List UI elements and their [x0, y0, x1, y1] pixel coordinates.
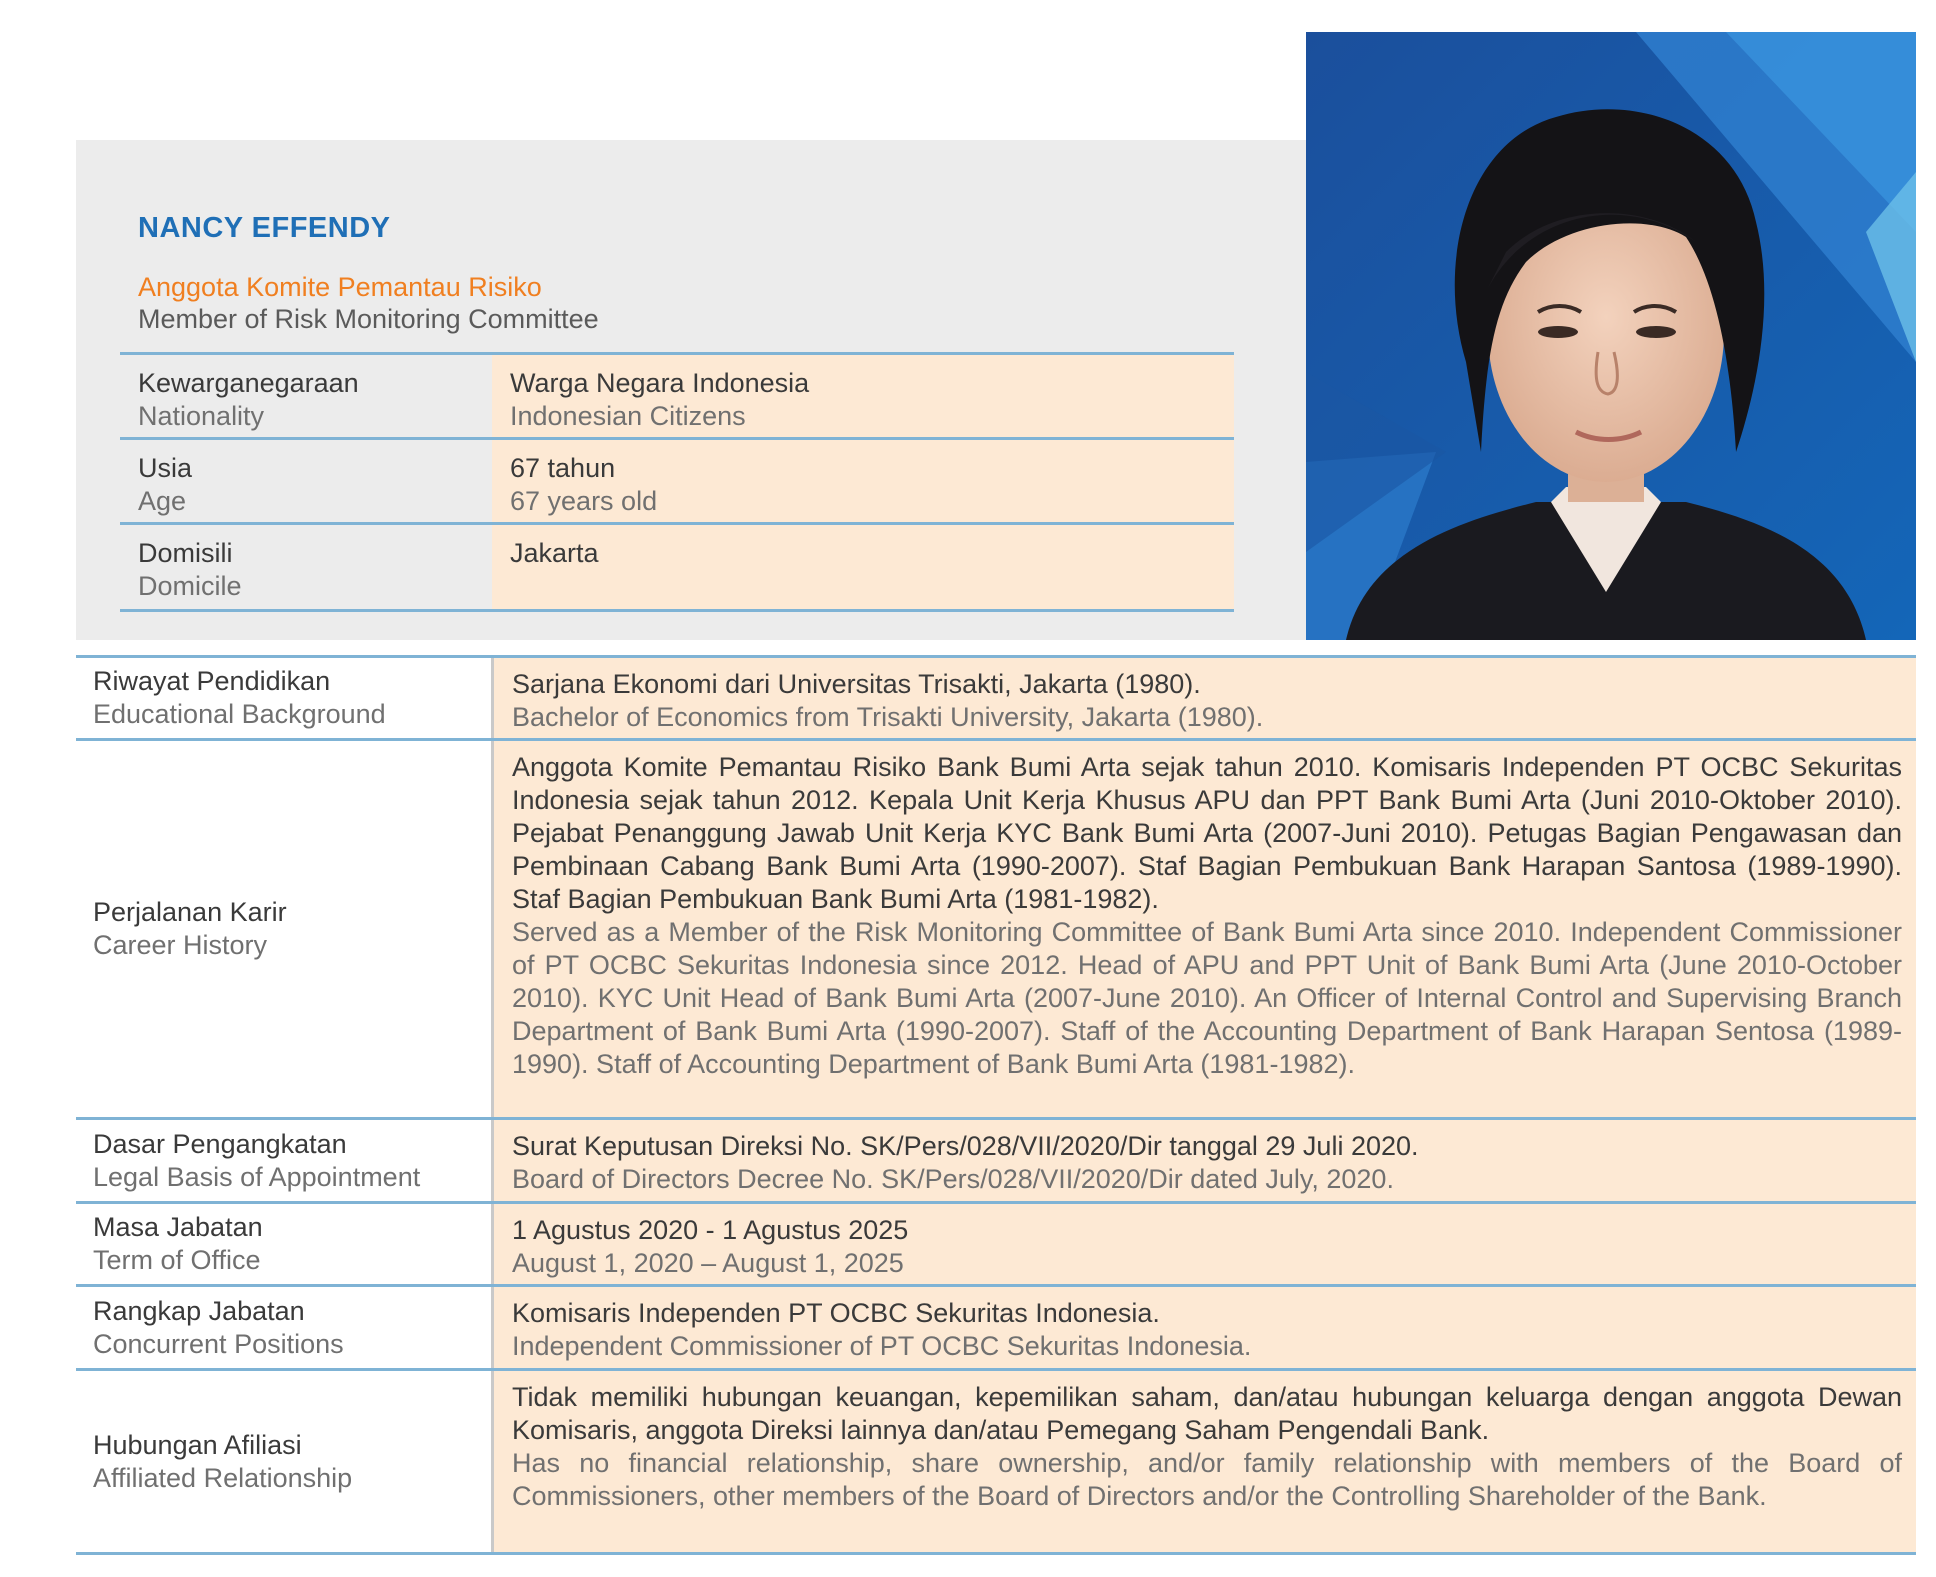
row-value-id: Anggota Komite Pemantau Risiko Bank Bumi Arta sejak tahun 2010. Komisaris Independen PT OCBC Sekuritas Indonesia sejak tahun 2012. Kepala Unit Kerja Khusus APU dan PPT Bank Bumi Arta (Juni 2010-Oktober 2010). Pejabat Penanggung Jawab Unit Kerja KYC Bank Bumi Arta (2007-Juni 2010). Petugas Bagian Pengawasan dan Pembinaan Cabang Bank Bumi Arta (1990-2007). Staf Bagian Pembukuan Bank Harapan Santosa (1989-1990). Staf Bagian Pembukuan Bank Bumi Arta (1981-1982). — [512, 752, 1902, 914]
row-label — [76, 741, 494, 1117]
table-row — [76, 658, 1916, 741]
row-value — [494, 658, 1916, 738]
row-value-en: August 1, 2020 – August 1, 2025 — [512, 1248, 904, 1278]
info-value-id: Jakarta — [510, 538, 599, 568]
row-label — [76, 1287, 494, 1368]
row-label-id: Riwayat Pendidikan — [93, 666, 331, 696]
row-value-id: Komisaris Independen PT OCBC Sekuritas Indonesia. — [512, 1298, 1160, 1328]
info-value-en: 67 years old — [510, 486, 658, 516]
row-value — [494, 1287, 1916, 1368]
info-row-age — [120, 440, 1234, 525]
info-label — [120, 440, 492, 522]
row-value-id: 1 Agustus 2020 - 1 Agustus 2025 — [512, 1215, 909, 1245]
row-label — [76, 658, 494, 738]
info-label-en: Nationality — [138, 401, 265, 431]
role-title-id: Anggota Komite Pemantau Risiko — [138, 272, 542, 302]
row-label-id: Perjalanan Karir — [93, 897, 287, 927]
row-value-id: Tidak memiliki hubungan keuangan, kepemilikan saham, dan/atau hubungan keluarga dengan anggota Dewan Komisaris, anggota Direksi lainnya dan/atau Pemegang Saham Pengendali Bank. — [512, 1382, 1902, 1445]
profile-details-table — [76, 655, 1916, 1555]
row-value-en: Independent Commissioner of PT OCBC Sekuritas Indonesia. — [512, 1331, 1252, 1361]
row-value-id: Surat Keputusan Direksi No. SK/Pers/028/VII/2020/Dir tanggal 29 Juli 2020. — [512, 1131, 1419, 1161]
row-value — [494, 741, 1916, 1117]
row-label-en: Term of Office — [93, 1245, 261, 1275]
row-value-en: Board of Directors Decree No. SK/Pers/028/VII/2020/Dir dated July, 2020. — [512, 1164, 1394, 1194]
info-value-id: Warga Negara Indonesia — [510, 368, 810, 398]
person-name: NANCY EFFENDY — [138, 212, 391, 244]
info-row-domicile — [120, 525, 1234, 612]
row-label — [76, 1120, 494, 1201]
row-label-en: Affiliated Relationship — [93, 1462, 353, 1493]
info-value — [492, 525, 1234, 609]
info-value-en: Indonesian Citizens — [510, 401, 746, 431]
row-label-id: Masa Jabatan — [93, 1212, 263, 1242]
info-label-id: Usia — [138, 453, 193, 483]
info-value — [492, 355, 1234, 437]
table-row — [76, 741, 1916, 1120]
table-row — [76, 1120, 1916, 1204]
row-label-en: Educational Background — [93, 699, 386, 729]
row-label-en: Concurrent Positions — [93, 1328, 344, 1359]
row-value — [494, 1204, 1916, 1284]
info-label-id: Domisili — [138, 538, 233, 568]
info-label — [120, 525, 492, 609]
row-value-en: Has no financial relationship, share ownership, and/or family relationship with members of the Board of Commissioners, other members of the Board of Directors and/or the Controlling Shareholder of the Bank. — [512, 1448, 1902, 1511]
row-value — [494, 1371, 1916, 1552]
row-value-en: Bachelor of Economics from Trisakti University, Jakarta (1980). — [512, 702, 1264, 732]
row-label-en: Career History — [93, 930, 268, 960]
profile-photo — [1306, 32, 1916, 640]
table-row — [76, 1204, 1916, 1287]
info-label-en: Domicile — [138, 571, 242, 601]
table-row — [76, 1371, 1916, 1555]
row-label-id: Rangkap Jabatan — [93, 1295, 305, 1326]
row-label — [76, 1204, 494, 1284]
row-value — [494, 1120, 1916, 1201]
role-title-en: Member of Risk Monitoring Committee — [138, 304, 599, 334]
row-label-id: Hubungan Afiliasi — [93, 1429, 302, 1460]
info-value-id: 67 tahun — [510, 453, 616, 483]
portrait-image — [1306, 32, 1916, 640]
table-row — [76, 1287, 1916, 1371]
row-value-id: Sarjana Ekonomi dari Universitas Trisakti, Jakarta (1980). — [512, 669, 1201, 699]
info-label — [120, 355, 492, 437]
row-label-en: Legal Basis of Appointment — [93, 1161, 421, 1192]
info-label-en: Age — [138, 486, 187, 516]
info-value — [492, 440, 1234, 522]
row-label-id: Dasar Pengangkatan — [93, 1128, 347, 1159]
info-label-id: Kewarganegaraan — [138, 368, 359, 398]
row-value-en: Served as a Member of the Risk Monitoring Committee of Bank Bumi Arta since 2010. Independent Commissioner of PT OCBC Sekuritas Indonesia since 2012. Head of APU and PPT Unit of Bank Bumi Arta (June 2010-October 2010). KYC Unit Head of Bank Bumi Arta (2007-June 2010). An Officer of Internal Control and Supervising Branch Department of Bank Bumi Arta (1990-2007). Staff of the Accounting Department of Bank Harapan Sentosa (1989-1990). Staff of Accounting Department of Bank Bumi Arta (1981-1982). — [512, 917, 1902, 1079]
personal-info-table — [120, 352, 1234, 612]
info-row-nationality — [120, 355, 1234, 440]
row-label — [76, 1371, 494, 1552]
